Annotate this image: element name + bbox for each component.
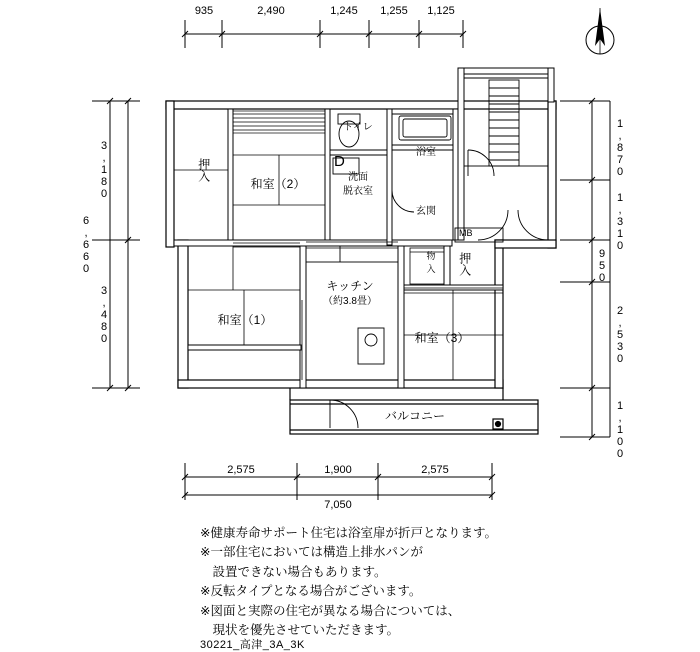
room-label-datsuishitsu: 脱衣室 [343,186,373,197]
dim-bottom-total: 7,050 [324,499,352,511]
window-top-washitsu2 [233,111,325,133]
dim-top-2: 2,490 [257,5,285,17]
bathtub-fixture [399,116,451,140]
tatami-lines-washitsu1 [188,246,300,345]
notes-block [200,524,497,640]
note-line-2: ※一部住宅においては構造上排水パンが [200,545,423,560]
dim-bottom-1: 2,575 [227,464,255,476]
room-label-genkan: 玄関 [416,206,436,217]
dim-top-3: 1,245 [330,5,358,17]
room-label-senmen: 洗面 [348,172,368,183]
room-label-oshiire-left: 押入 [196,158,211,182]
dim-bottom-3: 2,575 [421,464,449,476]
room-label-iri: 入 [426,264,436,274]
room-label-washitsu2: 和室（2） [250,177,306,191]
dim-left-2: 3,480 [98,285,110,345]
room-label-mono: 物 [426,251,436,261]
balcony-connector [290,388,503,400]
room-label-washitsu3: 和室（3） [414,331,470,345]
dim-right-1: 1,870 [614,118,626,178]
room-label-bath: 浴室 [416,147,436,158]
room-label-balcony: バルコニー [384,409,445,423]
dim-top-1: 935 [194,5,214,17]
note-line-5: ※図面と実際の住宅が異なる場合については、 [200,603,461,618]
note-line-3: 設置できない場合もあります。 [200,564,387,579]
room-label-oshiire-right: 押入 [457,252,472,276]
dim-bottom-2: 1,900 [324,464,352,476]
left-dimension-ticks [107,98,131,391]
note-line-6: 現状を優先させていただきます。 [200,622,400,637]
room-label-toilet: トイレ [343,122,373,133]
dim-left-1: 3,180 [98,140,110,200]
dim-right-4: 2,530 [614,305,626,365]
note-line-4: ※反転タイプとなる場合がございます。 [200,584,422,599]
room-label-mb: MB [459,228,473,238]
dim-right-2: 1,310 [614,192,626,252]
plan-code: 30221_高津_3A_3K [200,639,305,651]
dim-right-3: 950 [596,248,608,284]
room-label-d: D [334,153,345,170]
room-label-kitchen-sub: （約3.8畳） [323,296,377,307]
dim-top-5: 1,125 [427,5,455,17]
dim-right-5: 1,100 [614,400,626,460]
top-dimension-lines [185,20,463,48]
dim-left-total: 6,660 [80,215,92,275]
staircase [464,74,548,166]
bottom-dimension-ticks [182,474,495,498]
room-label-washitsu1: 和室（1） [217,313,273,327]
dim-top-4: 1,255 [380,5,408,17]
compass-icon [570,6,630,66]
room-label-kitchen: キッチン [326,279,374,293]
note-line-1: ※健康寿命サポート住宅は浴室扉が折戸となります。 [200,526,497,540]
